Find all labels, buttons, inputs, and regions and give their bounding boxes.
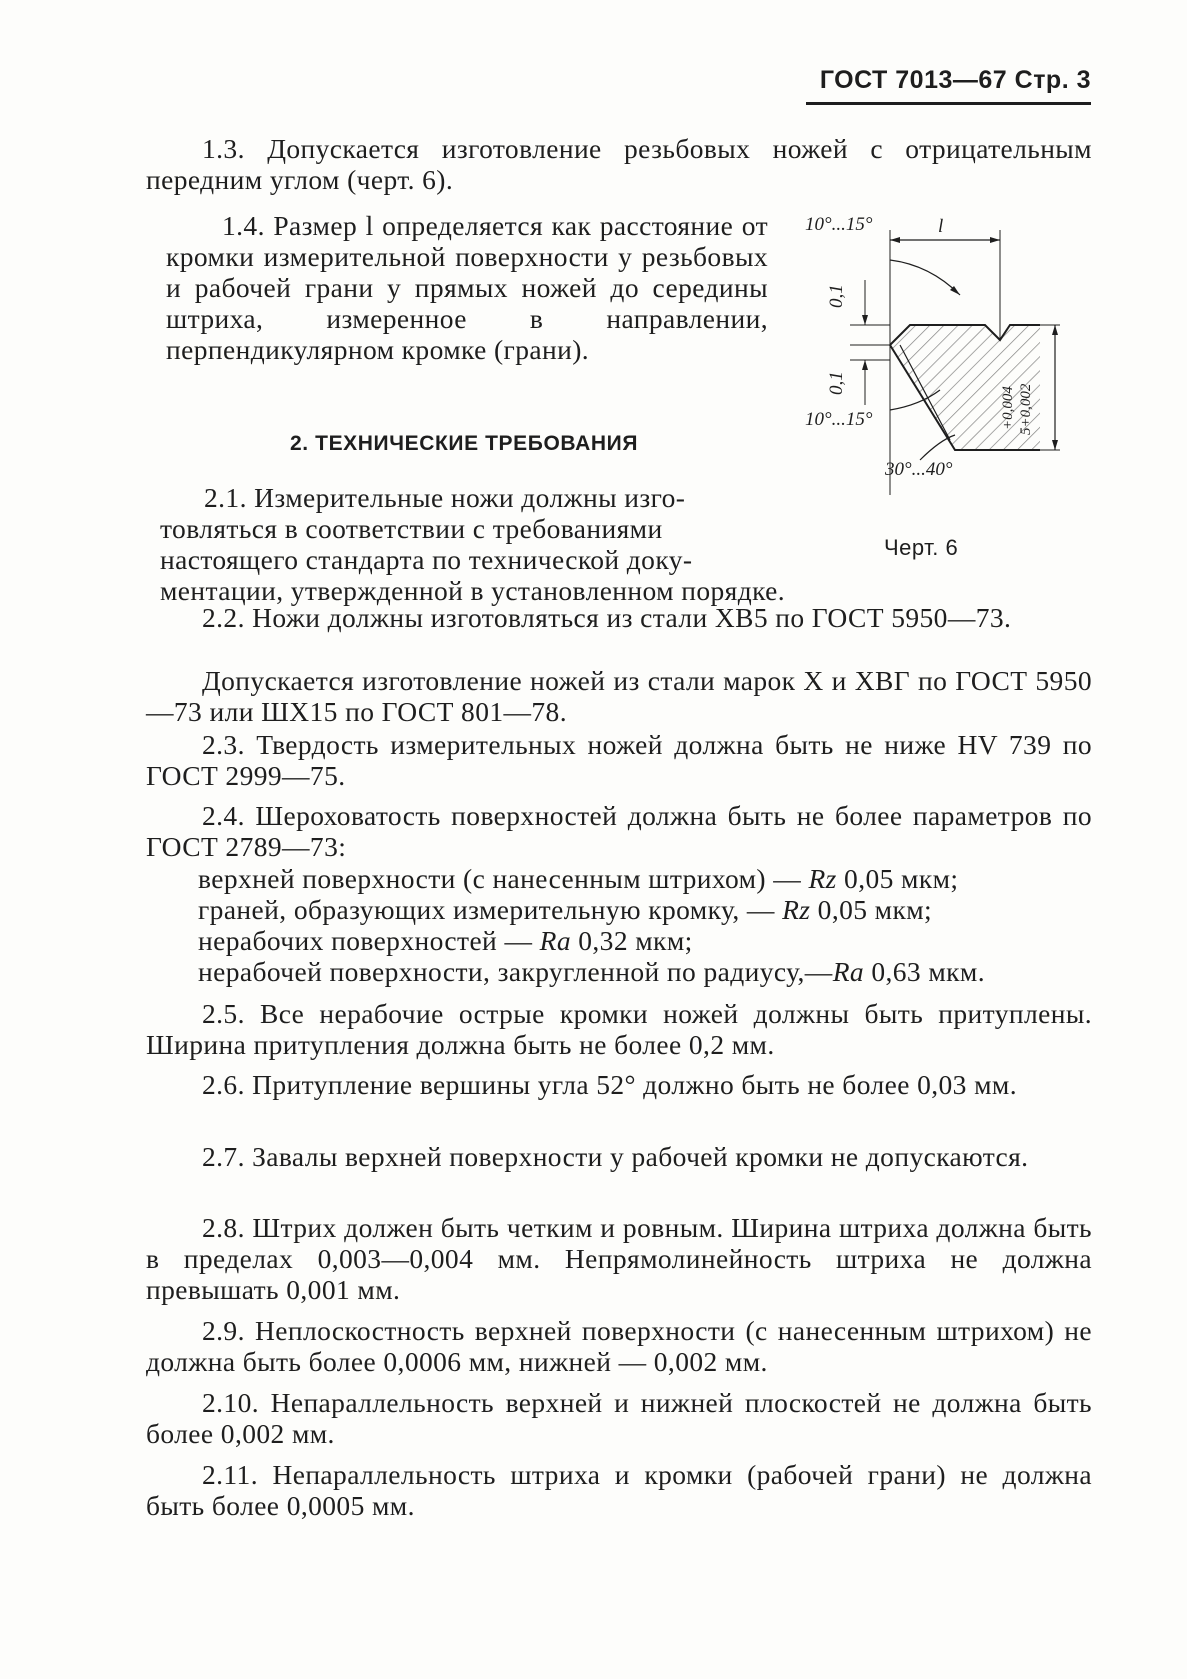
paragraph-2-8: 2.8. Штрих должен быть четким и ровным. Ширина штриха должна быть в пределах 0,003—0,004 мм. Непрямолинейность штриха не должна превышать 0,001 мм. xyxy=(146,1212,1092,1305)
paragraph-2-6: 2.6. Притупление вершины угла 52° должно быть не более 0,03 мм. xyxy=(202,1069,1017,1100)
paragraph-2-10: 2.10. Непараллельность верхней и нижней плоскостей не должна быть более 0,002 мм. xyxy=(146,1387,1092,1449)
paragraph-2-9: 2.9. Неплоскостность верхней поверхности (с нанесенным штрихом) не должна быть более 0,0006 мм, нижней — 0,002 мм. xyxy=(146,1315,1092,1377)
header-rule xyxy=(806,102,1091,105)
figure-caption: Черт. 6 xyxy=(884,535,959,560)
fig-label-l: l xyxy=(938,216,944,237)
paragraph-2-4: 2.4. Шероховатость поверхностей должна быть не более параметров по ГОСТ 2789—73: xyxy=(146,800,1092,862)
section-heading: 2. ТЕХНИЧЕСКИЕ ТРЕБОВАНИЯ xyxy=(290,432,639,455)
fig-label-height: 5+0,002 xyxy=(1018,383,1034,435)
fig-label-angle-30-40: 30°...40° xyxy=(885,459,953,480)
paragraph-2-2: 2.2. Ножи должны изготовляться из стали ХВ5 по ГОСТ 5950—73. xyxy=(202,602,1012,633)
paragraph-2-5: 2.5. Все нерабочие острые кромки ножей должны быть притуплены. Ширина притупления должна быть не более 0,2 мм. xyxy=(146,998,1092,1060)
paragraph-2-11: 2.11. Непараллельность штриха и кромки (рабочей грани) не должна быть более 0,0005 мм. xyxy=(146,1459,1092,1521)
roughness-item: нерабочих поверхностей — Ra 0,32 мкм; xyxy=(198,925,693,956)
fig-label-dim-bottom: 0,1 xyxy=(826,371,847,395)
paragraph-2-1-line: настоящего стандарта по технической доку- xyxy=(160,544,693,575)
fig-label-height-tol: +0,004 xyxy=(1000,386,1016,430)
paragraph-2-3: 2.3. Твердость измерительных ножей должна быть не ниже HV 739 по ГОСТ 2999—75. xyxy=(146,729,1092,791)
paragraph-2-7: 2.7. Завалы верхней поверхности у рабочей кромки не допускаются. xyxy=(202,1141,1029,1172)
paragraph-2-1 xyxy=(160,482,785,606)
figure-6-drawing xyxy=(790,210,1090,500)
roughness-item: верхней поверхности (с нанесенным штрихом) — Rz 0,05 мкм; xyxy=(198,863,959,894)
paragraph-2-1-line: 2.1. Измерительные ножи должны изго- xyxy=(204,482,686,513)
paragraph-1-3: 1.3. Допускается изготовление резьбовых ножей с отрицательным передним углом (черт. 6). xyxy=(146,133,1092,195)
page-header: ГОСТ 7013—67 Стр. 3 xyxy=(819,66,1091,94)
paragraph-2-1-line: ментации, утвержденной в установленном порядке. xyxy=(160,575,786,606)
paragraph-2-1-line: товляться в соответствии с требованиями xyxy=(160,513,663,544)
roughness-list xyxy=(198,863,985,987)
fig-label-angle-bottom: 10°...15° xyxy=(805,409,873,430)
paragraph-1-4: 1.4. Размер l определяется как расстояние от кромки измерительной поверхности у резьбовых и рабочей грани у прямых ножей до середины штриха, измеренное в направлении, перпендикулярном кромке (грани). xyxy=(166,210,768,365)
fig-label-angle-top: 10°...15° xyxy=(805,214,873,235)
fig-label-dim-top: 0,1 xyxy=(826,284,847,308)
roughness-item: граней, образующих измерительную кромку, — Rz 0,05 мкм; xyxy=(198,894,933,925)
roughness-item: нерабочей поверхности, закругленной по радиусу,—Ra 0,63 мкм. xyxy=(198,956,985,987)
paragraph-2-2b: Допускается изготовление ножей из стали марок Х и ХВГ по ГОСТ 5950—73 или ШХ15 по ГОСТ 801—78. xyxy=(146,665,1092,727)
